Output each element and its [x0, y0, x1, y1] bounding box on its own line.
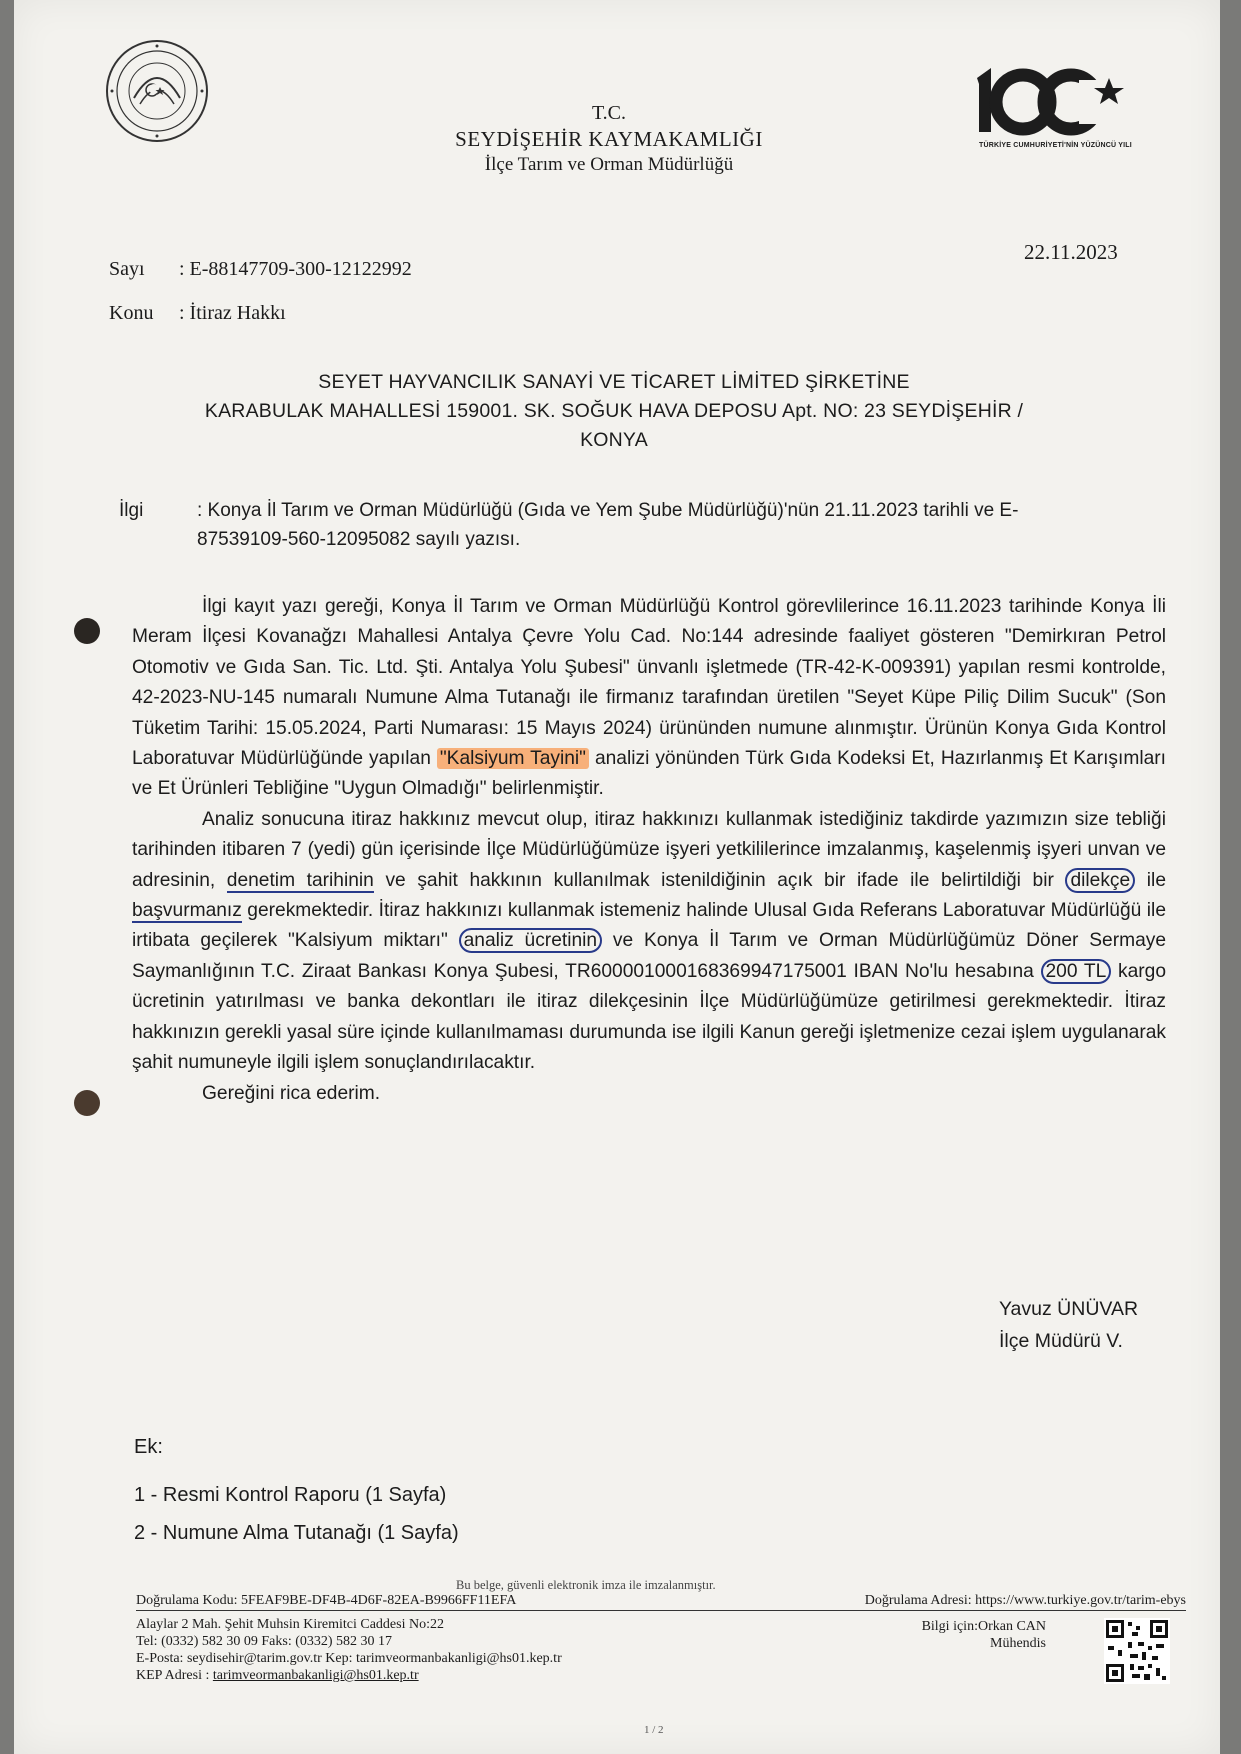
recipient-name: SEYET HAYVANCILIK SANAYİ VE TİCARET LİMİTED ŞİRKETİNE: [318, 371, 910, 393]
circled-text: 200 TL: [1041, 959, 1112, 984]
verification-code: Doğrulama Kodu: 5FEAF9BE-DF4B-4D6F-82EA-B9966FF11EFA: [136, 1593, 517, 1608]
letter-body: [132, 592, 1166, 1109]
underlined-text: denetim tarihinin: [226, 869, 374, 891]
highlighted-text: "Kalsiyum Tayini": [437, 748, 589, 769]
circled-text: analiz ücretinin: [459, 928, 602, 953]
qr-code-icon: [1104, 1618, 1170, 1684]
punch-hole: [74, 618, 100, 644]
konu-label: Konu: [109, 302, 154, 324]
ilgi-label: İlgi: [119, 500, 144, 521]
konu-row: [109, 302, 286, 325]
signatory-title: İlçe Müdürü V.: [999, 1330, 1123, 1352]
header-institution: SEYDİŞEHİR KAYMAKAMLIĞI: [455, 127, 763, 151]
email-line: E-Posta: seydisehir@tarim.gov.tr Kep: tarimveormanbakanligi@hs01.kep.tr: [136, 1651, 562, 1666]
circled-text: dilekçe: [1065, 868, 1135, 893]
centennial-caption: TÜRKİYE CUMHURİYETİ'NİN YÜZÜNCÜ YILI: [979, 142, 1132, 149]
ilgi-block: [119, 496, 1089, 554]
header-tc: T.C.: [591, 102, 627, 124]
document-page: [14, 0, 1220, 1754]
document-footer: [136, 1592, 1186, 1684]
sayi-row: [109, 258, 412, 281]
contact-person: Bilgi için:Orkan CAN Mühendis: [921, 1619, 1046, 1651]
ilgi-text: : Konya İl Tarım ve Orman Müdürlüğü (Gıda ve Yem Şube Müdürlüğü)'nün 21.11.2023 tarihli ve E-87539109-560-12095082 sayılı yazısı.: [197, 500, 1019, 550]
ministry-seal-icon: [104, 38, 210, 144]
recipient-city: KONYA: [580, 429, 648, 451]
page-number: 1 / 2: [644, 1724, 664, 1736]
body-paragraph-2: Analiz sonucuna itiraz hakkınız mevcut olup, itiraz hakkınızı kullanmak istediğiniz takdirde yazımızın size tebliği tarihinden itibaren 7 (yedi) gün içerisinde İlçe Müdürlüğümüze işyeri yetkililerince imzalanmış, kaşelenmiş işyeri unvan ve adresinin, denetim tarihinin ve şahit hakkının kullanılmak istenildiğinin açık bir ifade ile belirtildiği bir dilekçe ile başvurmanız gerekmektedir. İtiraz hakkınızı kullanmak istemeniz halinde Ulusal Gıda Referans Laboratuvar Müdürlüğü ile irtibata geçilerek "Kalsiyum miktarı" analiz ücretinin ve Konya İl Tarım ve Orman Müdürlüğümüz Döner Sermaye Saymanlığının T.C. Ziraat Bankası Konya Şubesi, TR600001000168369947175001 IBAN No'lu hesabına 200 TL kargo ücretinin yatırılması ve banka dekontları ile itiraz dilekçesinin İlçe Müdürlüğümüze getirilmesi gerekmektedir. İtiraz hakkınızın gerekli yasal süre içinde kullanılmaması durumunda ise ilgili Kanun gereği işletmenize cezai işlem uygulanarak şahit numuneyle ilgili işlem sonuçlandırılacaktır.: [132, 808, 1167, 1074]
sayi-value: : E-88147709-300-12122992: [179, 258, 412, 280]
recipient-address: KARABULAK MAHALLESİ 159001. SK. SOĞUK HAVA DEPOSU Apt. NO: 23 SEYDİŞEHİR /: [204, 400, 1024, 422]
verification-address[interactable]: Doğrulama Adresi: https://www.turkiye.gov.tr/tarim-ebys: [864, 1593, 1186, 1608]
body-paragraph-3: Gereğini rica ederim.: [202, 1082, 381, 1104]
attachments-block: [134, 1428, 459, 1552]
header-department: İlçe Tarım ve Orman Müdürlüğü: [484, 154, 734, 175]
kep-line: KEP Adresi : tarimveormanbakanligi@hs01.kep.tr: [136, 1668, 419, 1683]
centennial-logo: [959, 60, 1139, 160]
signature-block: [999, 1293, 1138, 1357]
recipient-block: [134, 368, 1094, 455]
attachment-item: 1 - Resmi Kontrol Raporu (1 Sayfa): [134, 1484, 447, 1506]
document-header: [344, 100, 874, 178]
esignature-note: Bu belge, güvenli elektronik imza ile imzalanmıştır.: [456, 1578, 716, 1592]
sayi-label: Sayı: [109, 258, 145, 280]
phone-fax: Tel: (0332) 582 30 09 Faks: (0332) 582 30 17: [136, 1634, 393, 1649]
signatory-name: Yavuz ÜNÜVAR: [999, 1298, 1139, 1320]
kep-address[interactable]: tarimveormanbakanligi@hs01.kep.tr: [212, 1668, 419, 1683]
punch-hole: [74, 1090, 100, 1116]
konu-value: : İtiraz Hakkı: [179, 302, 286, 324]
document-date: 22.11.2023: [1024, 240, 1118, 264]
attachments-label: Ek:: [134, 1436, 163, 1458]
body-paragraph-1: İlgi kayıt yazı gereği, Konya İl Tarım ve Orman Müdürlüğü Kontrol görevlilerince 16.11.2023 tarihinde Konya İli Meram İlçesi Kovanağzı Mahallesi Antalya Çevre Yolu Cad. No:144 adresinde faaliyet gösteren "Demirkıran Petrol Otomotiv ve Gıda San. Tic. Ltd. Şti. Antalya Yolu Şubesi" ünvanlı işletmede (TR-42-K-009391) yapılan resmi kontrolde, 42-2023-NU-145 numaralı Numune Alma Tutanağı ile firmanız tarafından üretilen "Seyet Küpe Piliç Dilim Sucuk" (Son Tüketim Tarihi: 15.05.2024, Parti Numarası: 15 Mayıs 2024) ürününden numune alınmıştır. Ürünün Konya Gıda Kontrol Laboratuvar Müdürlüğünde yapılan "Kalsiyum Tayini" analizi yönünden Türk Gıda Kodeksi Et, Hazırlanmış Et Karışımları ve Et Ürünleri Tebliğine "Uygun Olmadığı" belirlenmiştir.: [132, 596, 1166, 800]
postal-address: Alaylar 2 Mah. Şehit Muhsin Kiremitci Caddesi No:22: [136, 1617, 444, 1632]
attachment-item: 2 - Numune Alma Tutanağı (1 Sayfa): [134, 1522, 459, 1544]
underlined-text: başvurmanız: [132, 900, 242, 922]
